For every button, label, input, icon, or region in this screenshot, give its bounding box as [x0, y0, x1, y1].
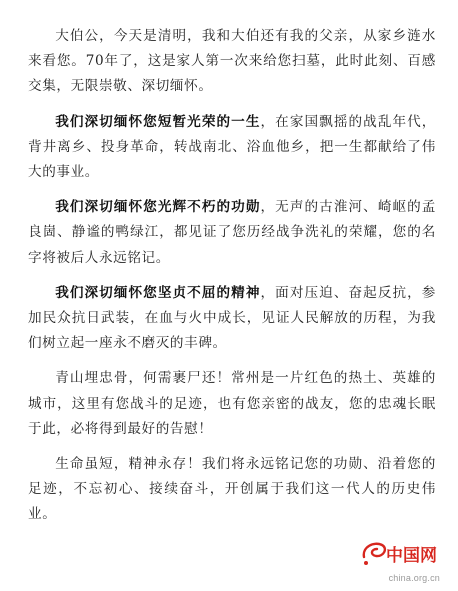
- logo-dot-mark: [364, 561, 368, 565]
- china-net-logo: [358, 537, 444, 571]
- paragraph-emphasis: 我们深切缅怀您光辉不朽的功勋: [55, 199, 261, 216]
- paragraph-merits: [28, 195, 436, 271]
- paragraph-text: ，面对压迫、奋起反抗，参加民众抗日武装，在血与火中成长，见证人民解放的历程，为我们树立起一座永不磨灭的丰碑。: [28, 284, 437, 352]
- paragraph-glorious-life: [28, 110, 436, 186]
- paragraph-text: 大伯公，今天是清明，我和大伯还有我的父亲，从家乡涟水来看您。70年了，这是家人第一次来给您扫墓，此时此刻、百感交集，无限崇敬、深切缅怀。: [28, 28, 436, 95]
- paragraph-closing: [28, 452, 436, 528]
- paragraph-emphasis: 我们深切缅怀您坚贞不屈的精神: [55, 284, 261, 301]
- paragraph-opening: [28, 24, 436, 100]
- letter-body: [28, 24, 436, 538]
- paragraph-emphasis: 我们深切缅怀您短暂光荣的一生: [55, 113, 261, 130]
- logo-swirl-mark: [364, 544, 385, 557]
- logo-lettering: 中国网: [386, 546, 437, 566]
- paragraph-text: 生命虽短，精神永存！我们将永远铭记您的功勋、沿着您的足迹，不忘初心、接续奋斗，开创属于我们这一代人的历史伟业。: [28, 456, 436, 523]
- paragraph-text: 青山埋忠骨，何需裹尸还！常州是一片红色的热土、英雄的城市，这里有您战斗的足迹，也有您亲密的战友，您的忠魂长眠于此，必将得到最好的告慰！: [28, 370, 436, 437]
- watermark-site-url: china.org.cn: [388, 573, 440, 583]
- paragraph-text: ，无声的古淮河、崎岖的孟良崮、静谧的鸭绿江，都见证了您历经战争洗礼的荣耀，您的名字将被后人永远铭记。: [28, 199, 437, 266]
- paragraph-text: ，在家国飘摇的战乱年代，背井离乡、投身革命，转战南北、浴血他乡，把一生都献给了伟大的事业。: [28, 113, 437, 181]
- paragraph-changzhou: [28, 366, 436, 442]
- china-org-watermark: [358, 537, 444, 583]
- paragraph-spirit: [28, 281, 436, 357]
